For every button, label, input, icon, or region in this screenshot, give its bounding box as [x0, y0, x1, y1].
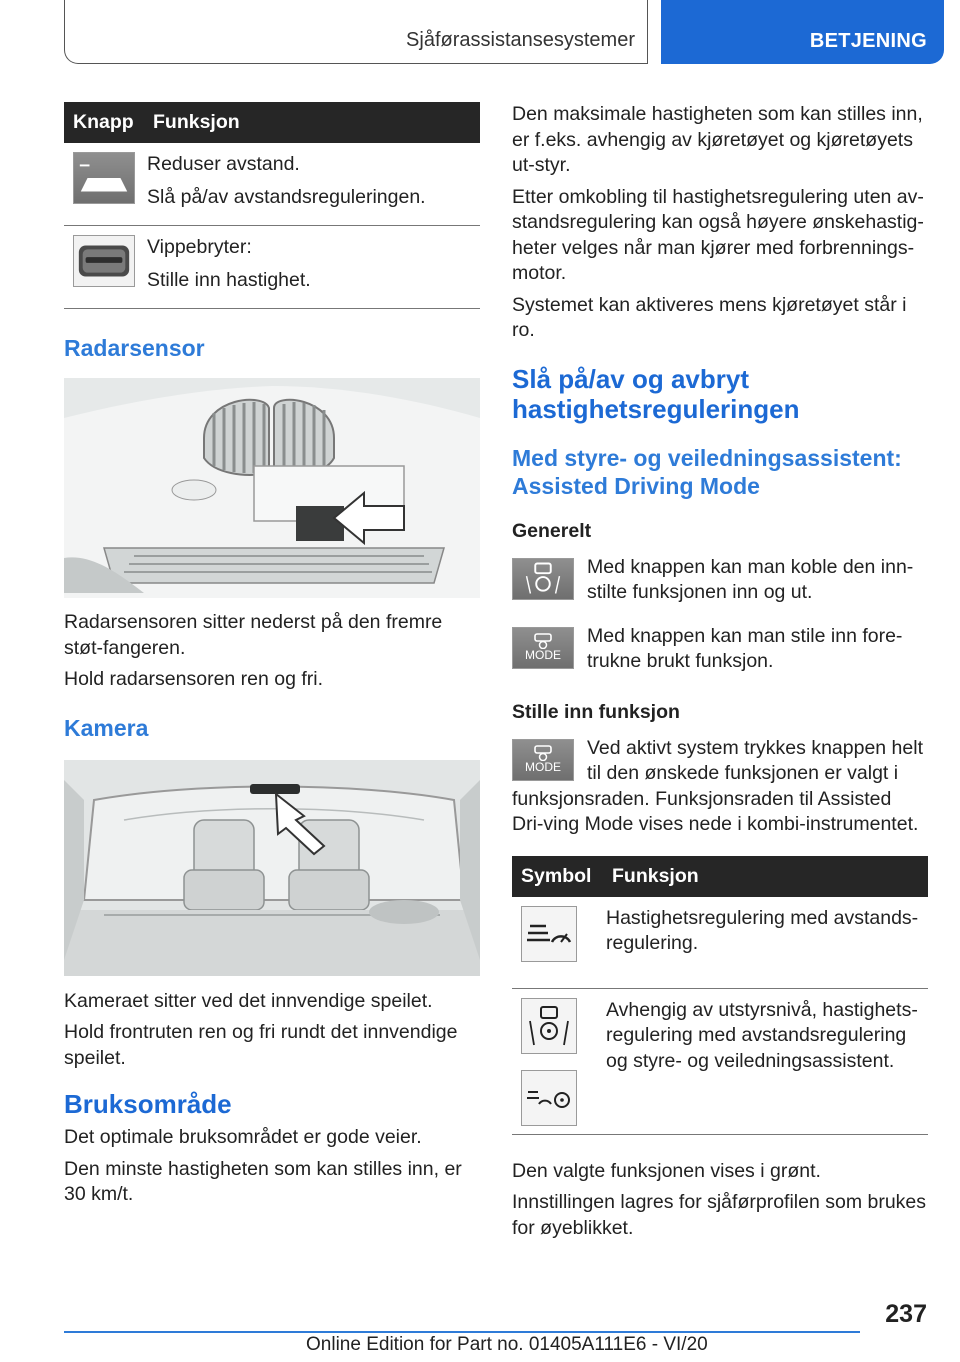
generelt-heading: Generelt [512, 519, 592, 542]
header-chapter-tab [661, 0, 944, 64]
table-row [512, 897, 928, 989]
switchover-text: Etter omkobling til hastighetsregulering uten av-standsregulering kan også høyere ønskehastig-heter velges når man kjører med forbrennings-motor. [512, 185, 924, 284]
row-text: Vippebryter: [147, 236, 252, 258]
footer-rule [64, 1331, 860, 1333]
rocker-switch-icon [73, 235, 135, 287]
camera-image [64, 760, 480, 976]
row-text: Hastighetsregulering med avstands-regulering. [606, 906, 919, 954]
table-header-funksjon: Funksjon [144, 102, 480, 143]
assist-button-text: Med knappen kan man koble den inn-stilte funksjonen inn og ut. [587, 555, 914, 603]
assist-button-row [512, 555, 928, 606]
table-row [64, 226, 480, 309]
row-text: Stille inn hastighet. [147, 268, 311, 291]
distance-reduce-icon [73, 152, 135, 204]
standstill-text: Systemet kan aktiveres mens kjøretøyet står i ro. [512, 293, 907, 341]
mode-label: MODE [525, 648, 561, 662]
green-text: Den valgte funksjonen vises i grønt. [512, 1159, 821, 1182]
mode-button-icon [512, 627, 574, 669]
mode-button-row [512, 624, 928, 675]
cruise-onoff-heading: Slå på/av og avbryt hastighetsreguleringen [512, 363, 800, 424]
profile-text: Innstillingen lagres for sjåførprofilen som brukes for øyeblikket. [512, 1191, 927, 1239]
header-section-box [64, 0, 648, 64]
assist-button-icon [512, 558, 574, 600]
kamera-text-1: Kameraet sitter ved det innvendige speilet. [64, 989, 433, 1012]
right-column [512, 102, 928, 1247]
table-header-knapp: Knapp [64, 102, 144, 143]
speed-distance-icon [521, 906, 577, 962]
stille-heading: Stille inn funksjon [512, 700, 680, 723]
mode-label: MODE [525, 760, 561, 774]
header-section-title: Sjåførassistansesystemer [406, 29, 635, 51]
row-text: Reduser avstand. [147, 153, 300, 175]
radar-text-1: Radarsensoren sitter nederst på den fremre støt-fangeren. [64, 611, 443, 659]
steering-assist-icon [521, 998, 577, 1054]
radar-heading: Radarsensor [64, 335, 205, 361]
mode-button-text: Med knappen kan man stile inn fore-trukne brukt funksjon. [587, 624, 903, 672]
table-row [64, 143, 480, 226]
stille-text: Ved aktivt system trykkes knappen helt til den ønskede funksjonen er valgt i funksjonsraden. Funksjonsraden til Assisted Dri-ving Mode vises nede i kombi-instrumentet. [512, 736, 923, 835]
symbol-function-table [512, 856, 928, 1135]
stille-block [512, 736, 928, 838]
kamera-heading: Kamera [64, 714, 149, 741]
bruk-text-1: Det optimale bruksområdet er gode veier. [64, 1126, 422, 1148]
row-text: Slå på/av avstandsreguleringen. [147, 185, 426, 208]
kamera-text-2: Hold frontruten ren og fri rundt det innvendige speilet. [64, 1021, 458, 1069]
mode-button-icon [512, 739, 574, 781]
bruk-text-2: Den minste hastigheten som kan stilles inn, er 30 km/t. [64, 1157, 462, 1205]
radar-sensor-image [64, 378, 480, 598]
max-speed-text: Den maksimale hastigheten som kan stilles inn, er f.eks. avhengig av kjøretøyet og kjøretøyets ut-styr. [512, 103, 923, 176]
table-row [512, 988, 928, 1134]
table-header-funksjon: Funksjon [603, 856, 928, 897]
bruk-heading: Bruksområde [64, 1089, 232, 1119]
left-column [64, 102, 480, 1214]
footer-edition: Online Edition for Part no. 01405A111E6 - VI/20 [306, 1334, 708, 1355]
speed-steering-icon [521, 1070, 577, 1126]
row-text: Avhengig av utstyrsnivå, hastighets-regulering med avstandsregulering og styre- og veiledningsassistent. [606, 998, 918, 1072]
button-function-table [64, 102, 480, 309]
header-chapter-title: BETJENING [809, 30, 927, 52]
table-header-symbol: Symbol [512, 856, 603, 897]
assisted-driving-heading: Med styre- og veiledningsassistent: Assisted Driving Mode [512, 444, 902, 499]
radar-text-2: Hold radarsensoren ren og fri. [64, 668, 324, 690]
page-number: 237 [885, 1300, 927, 1328]
